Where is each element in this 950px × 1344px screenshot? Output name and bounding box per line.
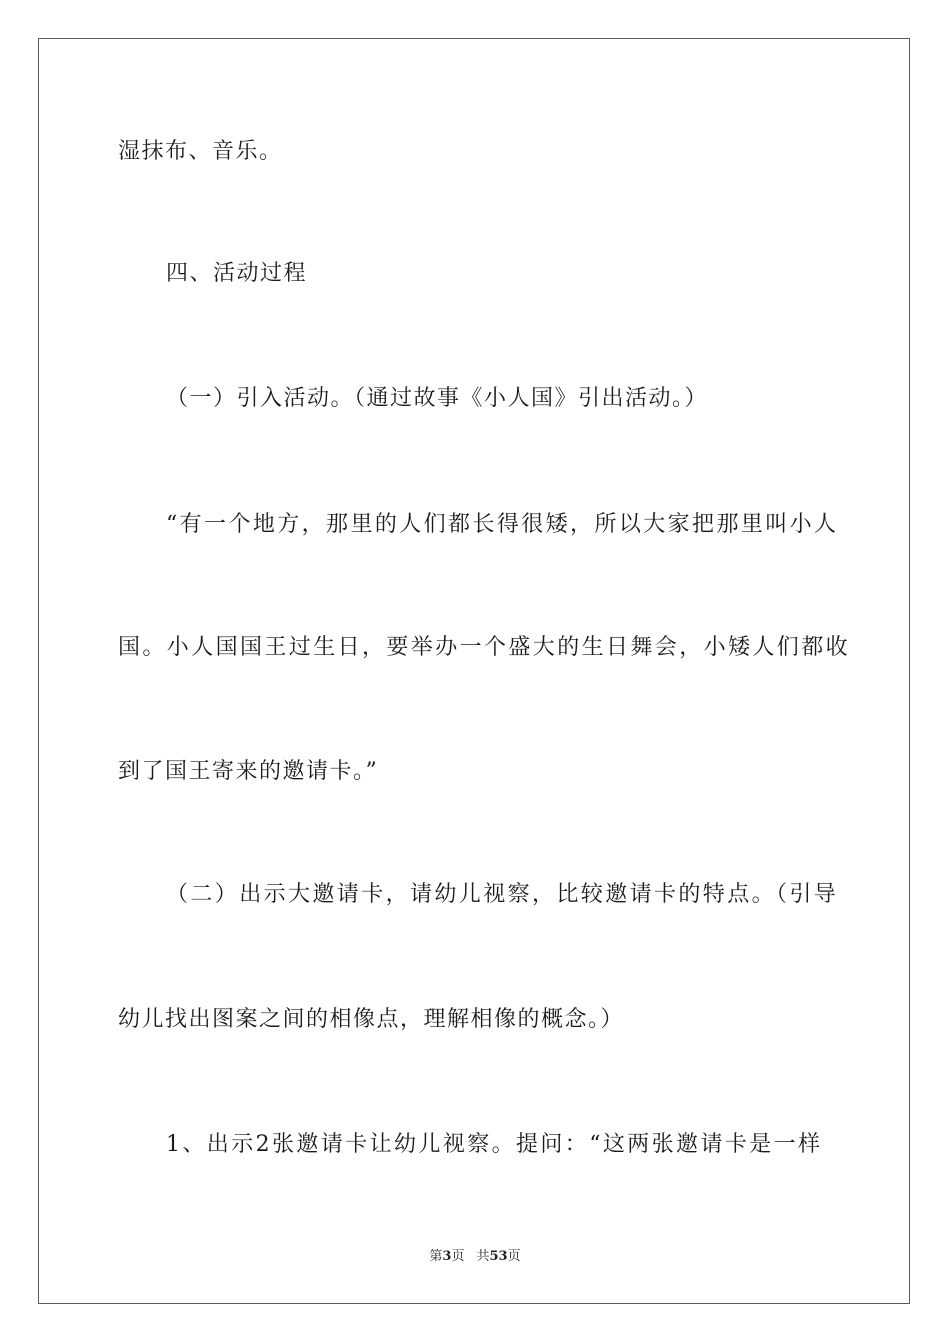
page-footer xyxy=(0,1248,950,1266)
page-prefix: 第 xyxy=(429,1249,443,1264)
list-item-1: 1、出示2张邀请卡让幼儿视察。提问：“这两张邀请卡是一样 xyxy=(166,1132,823,1157)
total-prefix: 共 xyxy=(476,1249,490,1264)
paragraph-line-2: 国。小人国国王过生日，要举办一个盛大的生日舞会，小矮人们都收 xyxy=(118,635,851,660)
subsection-heading-2-line-1: （二）出示大邀请卡，请幼儿视察，比较邀请卡的特点。（引导 xyxy=(166,882,839,907)
page-border xyxy=(38,38,910,1304)
section-heading-activity-process: 四、活动过程 xyxy=(166,261,308,286)
text-line-1: 湿抹布、音乐。 xyxy=(118,139,283,164)
total-pages: 53 xyxy=(489,1249,508,1264)
paragraph-line-3: 到了国王寄来的邀请卡。” xyxy=(118,759,379,784)
subsection-heading-1: （一）引入活动。（通过故事《小人国》引出活动。） xyxy=(166,386,709,411)
subsection-heading-2-line-2: 幼儿找出图案之间的相像点，理解相像的概念。） xyxy=(118,1007,625,1032)
page-number: 3 xyxy=(442,1249,452,1264)
paragraph-line-1: “有一个地方，那里的人们都长得很矮，所以大家把那里叫小人 xyxy=(166,512,839,537)
page-suffix: 页 xyxy=(451,1249,465,1264)
total-suffix: 页 xyxy=(507,1249,521,1264)
